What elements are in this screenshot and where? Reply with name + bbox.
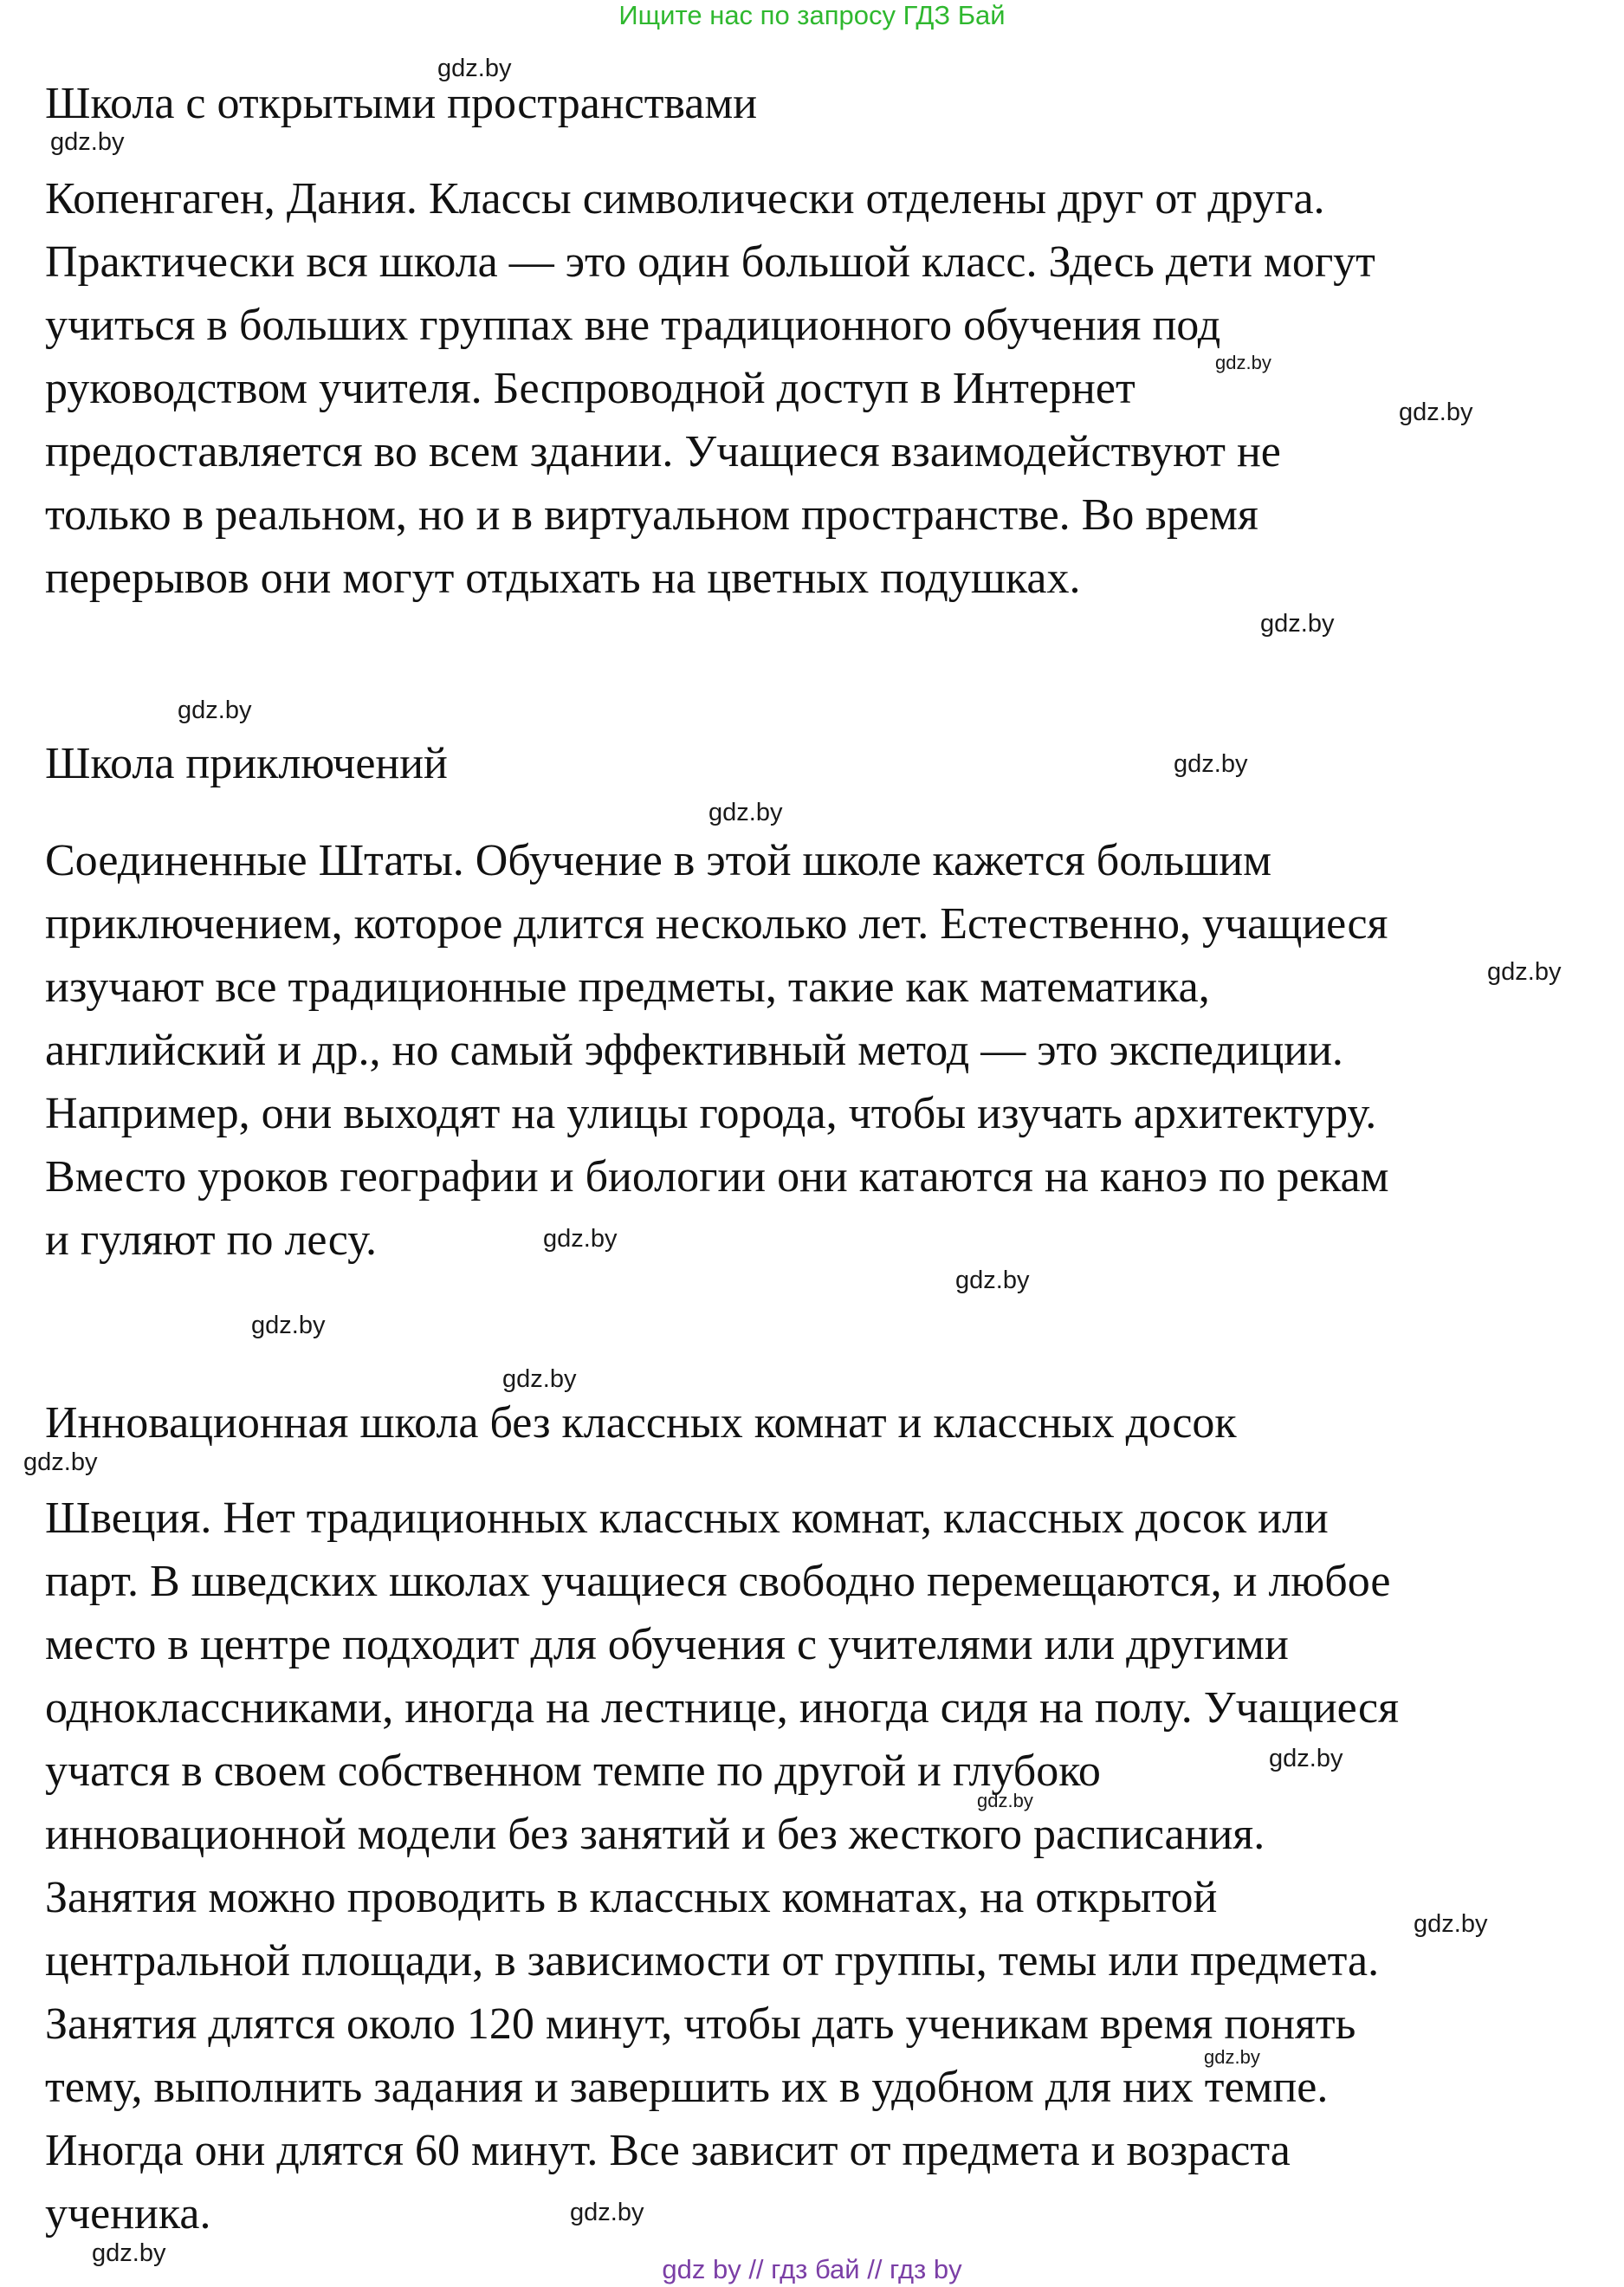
watermark: gdz.by — [708, 799, 783, 826]
text-line: центральной площади, в зависимости от группы, темы или предмета. — [45, 1936, 1380, 1986]
section-body-adventure — [45, 829, 1604, 1272]
text-line: Соединенные Штаты. Обучение в этой школе кажется большим — [45, 836, 1271, 885]
text-line: и гуляют по лесу. — [45, 1215, 377, 1265]
watermark: gdz.by — [178, 696, 252, 724]
watermark: gdz.by — [1269, 1745, 1343, 1772]
text-line: Занятия длятся около 120 минут, чтобы дать ученикам время понять — [45, 1999, 1356, 2049]
watermark: gdz.by — [23, 1448, 98, 1476]
watermark: gdz.by — [1204, 2046, 1260, 2068]
watermark: gdz.by — [251, 1312, 326, 1339]
watermark: gdz.by — [1174, 750, 1248, 778]
text-line: только в реальном, но и в виртуальном пространстве. Во время — [45, 490, 1258, 540]
section-body-innovative — [45, 1487, 1604, 2245]
text-line: Швеция. Нет традиционных классных комнат, классных досок или — [45, 1493, 1329, 1543]
header-banner[interactable]: Ищите нас по запросу ГДЗ Бай — [618, 0, 1006, 30]
text-line: одноклассниками, иногда на лестнице, иногда сидя на полу. Учащиеся — [45, 1683, 1400, 1733]
watermark: gdz.by — [502, 1365, 577, 1393]
text-line: парт. В шведских школах учащиеся свободно перемещаются, и любое — [45, 1557, 1391, 1606]
text-line: Вместо уроков географии и биологии они катаются на каноэ по рекам — [45, 1152, 1389, 1202]
section-heading-open-spaces: Школа с открытыми пространствами — [45, 79, 758, 128]
watermark: gdz.by — [1414, 1910, 1488, 1938]
text-line: перерывов они могут отдыхать на цветных подушках. — [45, 554, 1081, 603]
text-line: Практически вся школа — это один большой класс. Здесь дети могут — [45, 237, 1375, 287]
text-line: тему, выполнить задания и завершить их в удобном для них темпе. — [45, 2063, 1329, 2112]
text-line: учиться в больших группах вне традиционного обучения под — [45, 301, 1221, 350]
text-line: Иногда они длятся 60 минут. Все зависит от предмета и возраста — [45, 2126, 1291, 2175]
text-line: Копенгаген, Дания. Классы символически отделены друг от друга. — [45, 174, 1325, 224]
text-line: ученика. — [45, 2189, 211, 2238]
text-line: изучают все традиционные предметы, такие как математика, — [45, 962, 1210, 1012]
watermark: gdz.by — [1260, 610, 1335, 638]
section-heading-innovative: Инновационная школа без классных комнат и классных досок — [45, 1398, 1237, 1448]
watermark: gdz.by — [1215, 352, 1271, 373]
text-line: инновационной модели без занятий и без жесткого расписания. — [45, 1810, 1265, 1859]
text-line: английский и др., но самый эффективный метод — это экспедиции. — [45, 1026, 1343, 1075]
text-line: учатся в своем собственном темпе по другой и глубоко — [45, 1746, 1101, 1796]
watermark: gdz.by — [1399, 398, 1473, 426]
text-line: Например, они выходят на улицы города, чтобы изучать архитектуру. — [45, 1089, 1377, 1138]
watermark: gdz.by — [1487, 958, 1562, 986]
watermark: gdz.by — [977, 1790, 1033, 1811]
text-line: Занятия можно проводить в классных комнатах, на открытой — [45, 1873, 1218, 1922]
watermark: gdz.by — [50, 128, 125, 156]
watermark: gdz.by — [92, 2239, 166, 2267]
watermark: gdz.by — [437, 55, 512, 82]
watermark: gdz.by — [543, 1225, 618, 1253]
footer-banner[interactable]: gdz by // гдз бай // гдз by — [662, 2254, 962, 2284]
text-line: приключением, которое длится несколько лет. Естественно, учащиеся — [45, 899, 1388, 949]
text-line: предоставляется во всем здании. Учащиеся взаимодействуют не — [45, 427, 1281, 476]
watermark: gdz.by — [955, 1267, 1030, 1294]
section-body-open-spaces — [45, 167, 1604, 610]
watermark: gdz.by — [570, 2199, 644, 2226]
text-line: место в центре подходит для обучения с учителями или другими — [45, 1620, 1289, 1669]
section-heading-adventure: Школа приключений — [45, 739, 448, 788]
text-line: руководством учителя. Беспроводной доступ в Интернет — [45, 364, 1136, 413]
